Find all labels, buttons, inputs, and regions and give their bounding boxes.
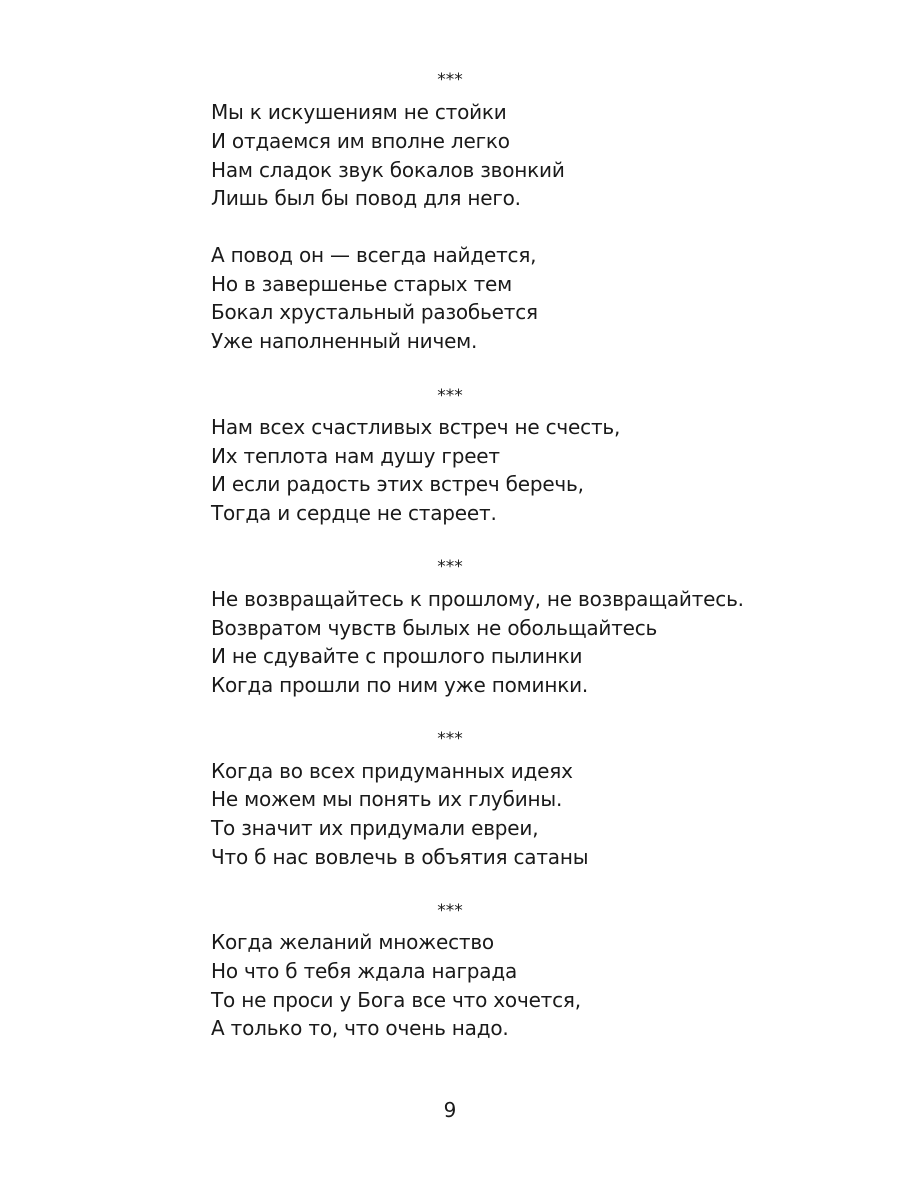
page-number: 9 [443, 1098, 457, 1122]
poem-line: Но что б тебя ждала награда [211, 959, 518, 983]
poem-separator: *** [437, 729, 463, 749]
poem-line: Мы к искушениям не стойки [211, 100, 507, 124]
poem-line: Когда прошли по ним уже поминки. [211, 673, 589, 697]
poem-line: Нам всех счастливых встреч не счесть, [211, 415, 621, 439]
poem-line: То не проси у Бога все что хочется, [211, 988, 581, 1012]
poem-line: Лишь был бы повод для него. [211, 186, 521, 210]
poem-line: Нам сладок звук бокалов звонкий [211, 158, 565, 182]
poem-line: Когда желаний множество [211, 930, 494, 954]
poem-separator: *** [437, 386, 463, 406]
poem-line: Тогда и сердце не стареет. [211, 501, 497, 525]
poem-line: Когда во всех придуманных идеях [211, 759, 573, 783]
poem-separator: *** [437, 901, 463, 921]
poem-line: А только то, что очень надо. [211, 1016, 509, 1040]
poem-separator: *** [437, 70, 463, 90]
poem-line: И не сдувайте с прошлого пылинки [211, 644, 583, 668]
poem-line: А повод он — всегда найдется, [211, 243, 537, 267]
poem-line: То значит их придумали евреи, [211, 816, 539, 840]
poem-line: Уже наполненный ничем. [211, 329, 478, 353]
poem-line: И отдаемся им вполне легко [211, 129, 510, 153]
poem-line: Но в завершенье старых тем [211, 272, 513, 296]
poem-line: И если радость этих встреч беречь, [211, 472, 584, 496]
poem-line: Что б нас вовлечь в объятия сатаны [211, 845, 589, 869]
poem-line: Их теплота нам душу греет [211, 444, 500, 468]
poem-line: Бокал хрустальный разобьется [211, 300, 538, 324]
poem-line: Возвратом чувств былых не обольщайтесь [211, 616, 658, 640]
poem-separator: *** [437, 557, 463, 577]
poem-line: Не можем мы понять их глубины. [211, 787, 563, 811]
poem-line: Не возвращайтесь к прошлому, не возвращайтесь. [211, 587, 744, 611]
